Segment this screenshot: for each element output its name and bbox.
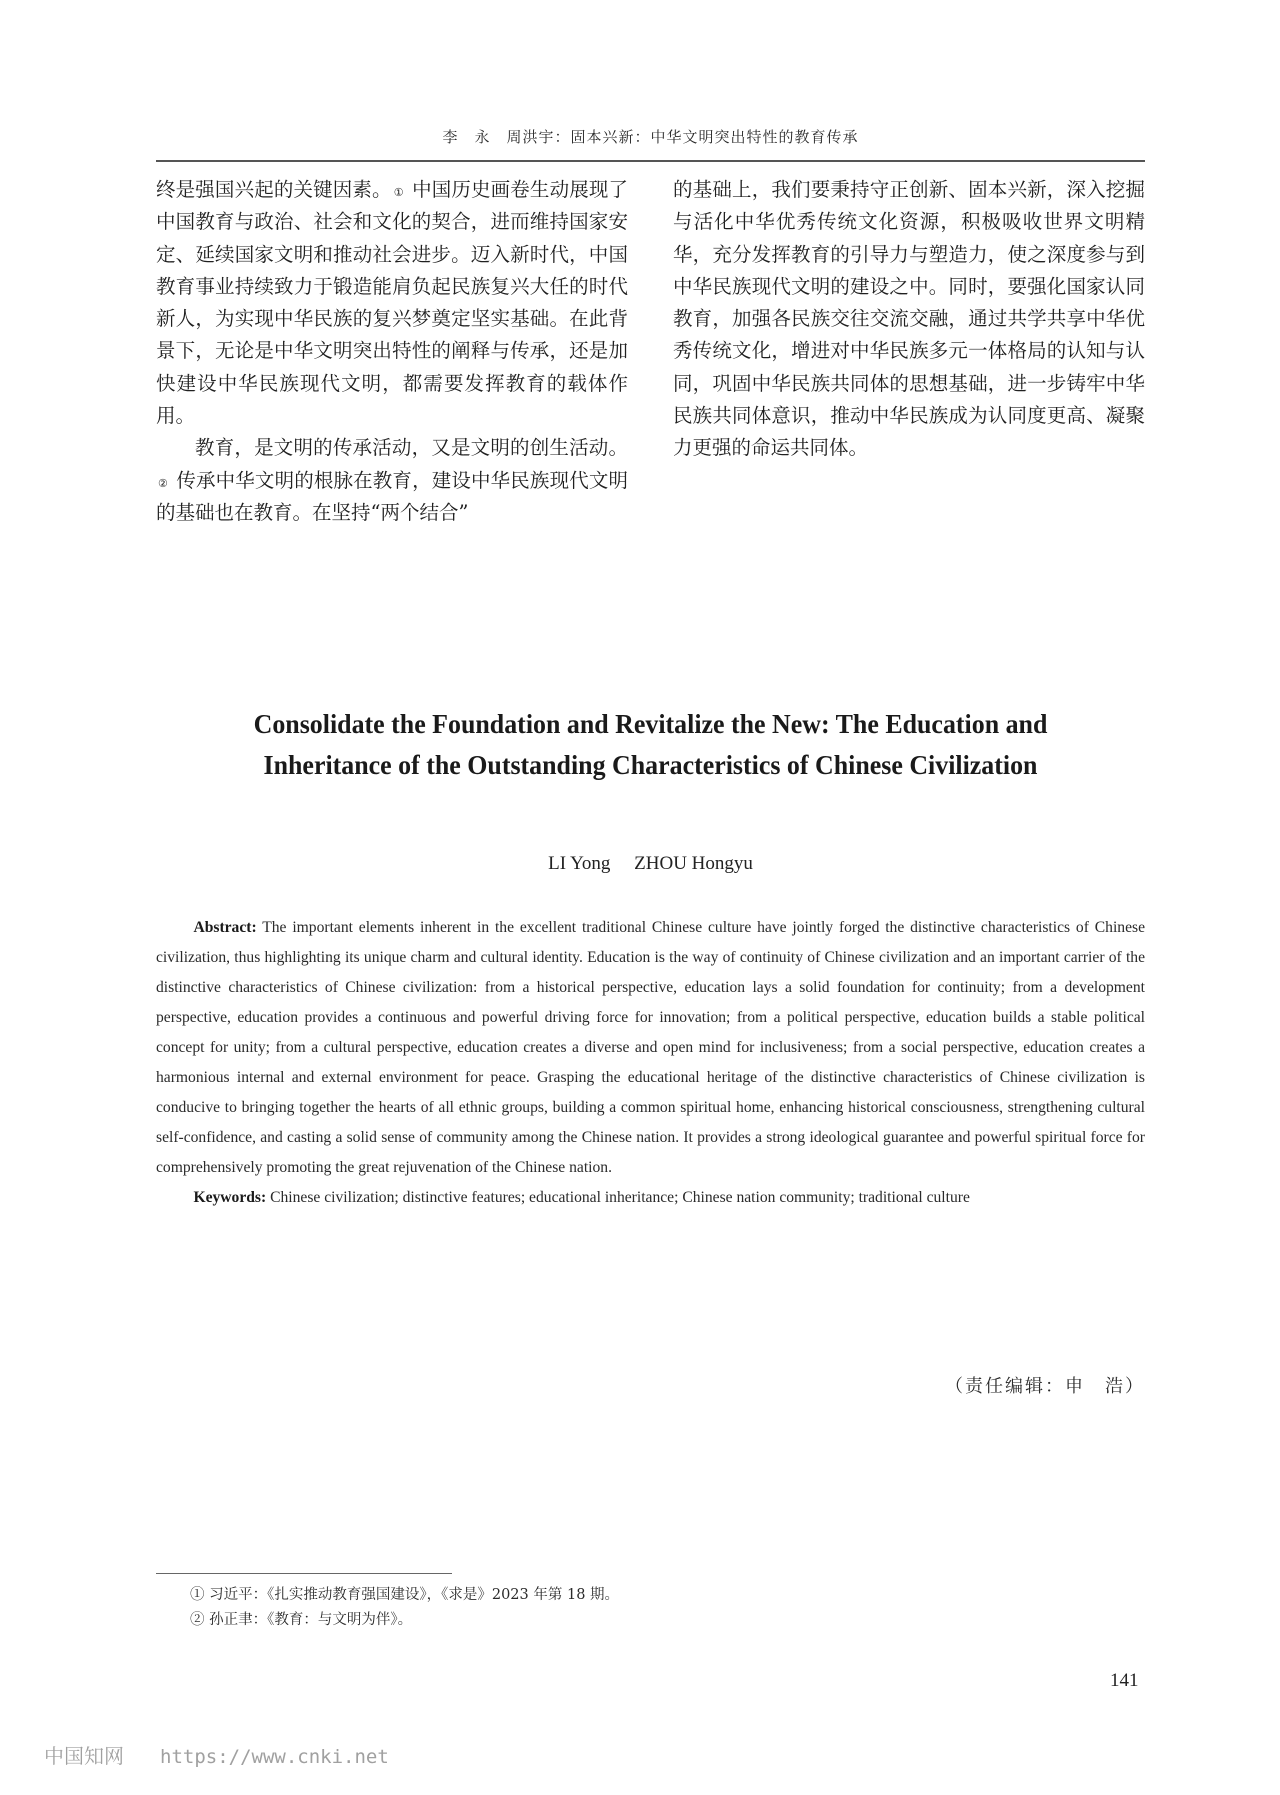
footnotes [190,1583,619,1633]
body-paragraph: 的基础上，我们要秉持守正创新、固本兴新，深入挖掘与活化中华优秀传统文化资源，积极吸收世界文明精华，充分发挥教育的引导力与塑造力，使之深度参与到中华民族现代文明的建设之中。同时，要强化国家认同教育，加强各民族交往交流交融，通过共学共享中华优秀传统文化，增进对中华民族多元一体格局的认知与认同，巩固中华民族共同体的思想基础，进一步铸牢中华民族共同体意识，推动中华民族成为认同度更高、凝聚力更强的命运共同体。 [673,178,1145,460]
watermark-url[interactable]: https://www.cnki.net [160,1746,389,1768]
body-left-column [156,174,628,529]
editor-note: （责任编辑：申 浩） [945,1376,1145,1397]
running-head: 李 永 周洪宇：固本兴新：中华文明突出特性的教育传承 [442,128,859,146]
english-title: Consolidate the Foundation and Revitalize the New: The Education and Inheritance of the Outstanding Characteristics of Chinese Civilization [253,709,1048,780]
footnote-rule [156,1573,452,1574]
abstract-label: Abstract: [193,919,257,936]
abstract-paragraph: Abstract: The important elements inherent in the excellent traditional Chinese culture have jointly forged the distinctive characteristics of Chinese civilization, thus highlighting its unique charm and cultural identity. Education is the way of continuity of Chinese civilization and an important carrier of the distinctive characteristics of Chinese civilization: from a historical perspective, education lays a solid foundation for continuity; from a development perspective, education provides a continuous and powerful driving force for innovation; from a political perspective, education builds a stable political concept for unity; from a cultural perspective, education creates a diverse and open mind for inclusiveness; from a social perspective, education creates a harmonious internal and external environment for peace. Grasping the educational heritage of the distinctive characteristics of Chinese civilization is conducive to bringing together the hearts of all ethnic groups, building a common spiritual home, enhancing historical consciousness, strengthening cultural self-confidence, and casting a solid sense of community among the Chinese nation. It provides a strong ideological guarantee and powerful spiritual force for comprehensively promoting the great rejuvenation of the Chinese nation. [156,919,1145,1176]
header-rule [156,160,1145,162]
body-paragraph: 教育，是文明的传承活动，又是文明的创生活动。② 传承中华文明的根脉在教育，建设中华民族现代文明的基础也在教育。在坚持“两个结合” [156,436,628,524]
keywords-label: Keywords: [193,1189,267,1206]
footnote-1: ① 习近平：《扎实推动教育强国建设》，《求是》2023 年第 18 期。 [190,1587,620,1603]
cnki-watermark [44,1740,389,1769]
english-authors: LI Yong ZHOU Hongyu [548,853,753,874]
footnote-ref-2[interactable]: ② [158,476,169,490]
body-right-column [673,174,1145,465]
footnote-ref-1[interactable]: ① [393,186,404,199]
english-abstract [156,913,1145,1213]
page-number: 141 [1110,1670,1139,1691]
body-paragraph: 终是强国兴起的关键因素。 ① 中国历史画卷生动展现了中国教育与政治、社会和文化的契合，进而维持国家安定、延续国家文明和推动社会进步。迈入新时代，中国教育事业持续致力于锻造能肩负起民族复兴大任的时代新人，为实现中华民族的复兴梦奠定坚实基础。在此背景下，无论是中华文明突出特性的阐释与传承，还是加快建设中华民族现代文明，都需要发挥教育的载体作用。 [156,178,628,428]
footnote-2: ② 孙正聿：《教育：与文明为伴》。 [190,1612,413,1628]
watermark-brand: 中国知网 [44,1744,124,1768]
keywords-paragraph: Keywords: Chinese civilization; distinctive features; educational inheritance; Chinese nation community; traditional culture [193,1189,970,1206]
